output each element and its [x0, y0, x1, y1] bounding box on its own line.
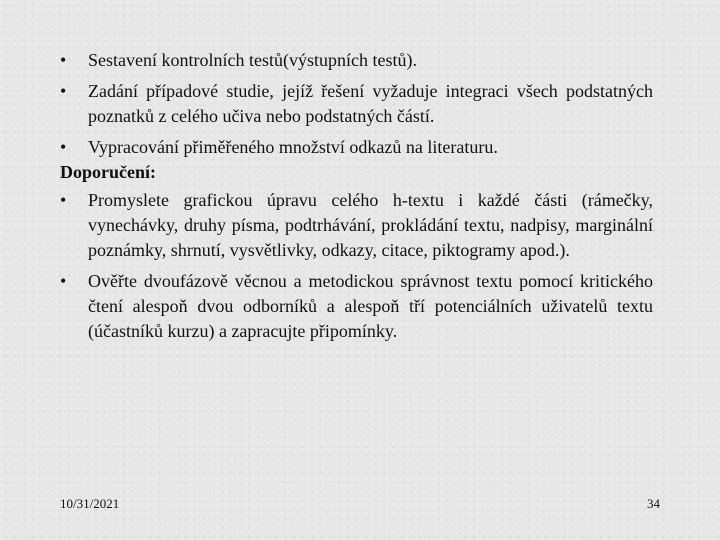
- list-item: [60, 269, 653, 344]
- section-heading: Doporučení:: [60, 162, 156, 182]
- list-item-text: Vypracování přiměřeného množství odkazů na literaturu.: [88, 137, 498, 157]
- bullet-icon: •: [60, 50, 67, 70]
- footer-date: 10/31/2021: [60, 496, 120, 511]
- recommendations-list: [60, 188, 653, 344]
- bullet-icon: •: [60, 190, 67, 210]
- list-item: [60, 188, 653, 263]
- bullet-icon: •: [60, 271, 67, 291]
- list-item: [60, 135, 653, 160]
- page-number: 34: [647, 496, 660, 511]
- list-item-text: Ověřte dvoufázově věcnou a metodickou správnost textu pomocí kritického čtení alespoň dvou odborníků a alespoň tří potenciálních uživatelů textu (účastníků kurzu) a zapracujte připomínky.: [88, 271, 653, 341]
- list-item-text: Promyslete grafickou úpravu celého h-textu i každé části (rámečky, vynechávky, druhy písma, podtrhávání, prokládání textu, nadpisy, marginální poznámky, shrnutí, vysvětlivky, odkazy, citace, piktogramy apod.).: [88, 190, 653, 260]
- recommendations-section: [60, 160, 653, 350]
- bullet-icon: •: [60, 81, 67, 101]
- bullet-icon: •: [60, 137, 67, 157]
- list-item-text: Sestavení kontrolních testů(výstupních testů).: [88, 50, 417, 70]
- list-item-text: Zadání případové studie, jejíž řešení vyžaduje integraci všech podstatných poznatků z celého učiva nebo podstatných částí.: [88, 81, 653, 126]
- top-bullet-list: [60, 48, 653, 166]
- list-item: [60, 79, 653, 129]
- list-item: [60, 48, 653, 73]
